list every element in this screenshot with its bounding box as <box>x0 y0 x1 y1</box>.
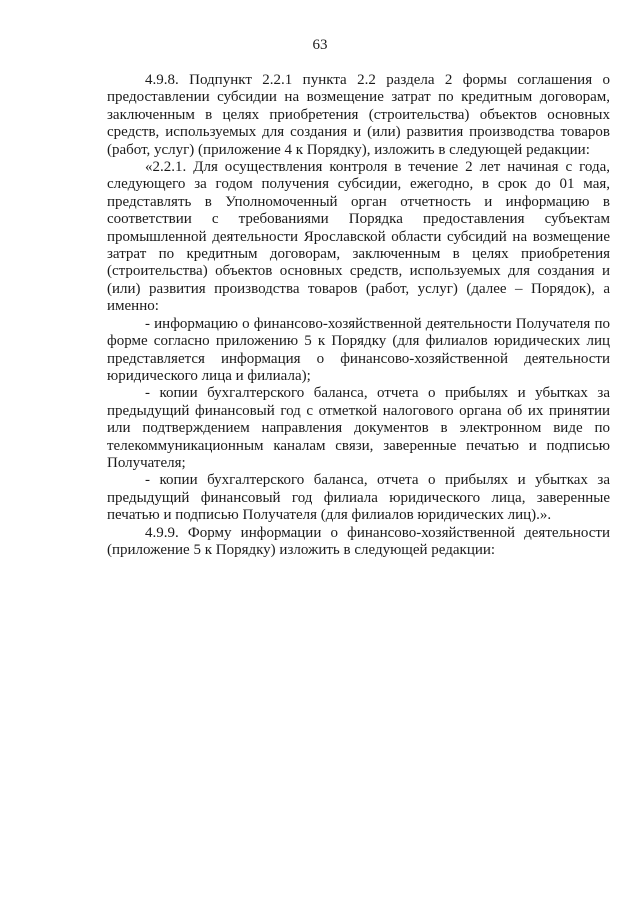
document-body <box>107 72 610 559</box>
paragraph-4-9-8: 4.9.8. Подпункт 2.2.1 пункта 2.2 раздела 2 формы соглашения о предоставлении субсидии на возмещение затрат по кредитным договорам, заключенным в целях приобретения (строительства) объектов основных средств, используемых для создания и (или) развития производства товаров (работ, услуг) (приложение 4 к Порядку), изложить в следующей редакции: <box>107 72 610 158</box>
list-item-balance-copies: - копии бухгалтерского баланса, отчета о прибылях и убытках за предыдущий финансовый год с отметкой налогового органа об их принятии или подтверждением направления документов в электронном виде по телекоммуникационным каналам связи, заверенные печатью и подписью Получателя; <box>107 385 610 471</box>
paragraph-4-9-9: 4.9.9. Форму информации о финансово-хозяйственной деятельности (приложение 5 к Порядку) изложить в следующей редакции: <box>107 524 610 558</box>
list-item-financial-info: - информацию о финансово-хозяйственной деятельности Получателя по форме согласно приложению 5 к Порядку (для филиалов юридических лиц представляется информация о финансово-хозяйственной деятельности юридического лица и филиала); <box>107 315 610 384</box>
paragraph-2-2-1: «2.2.1. Для осуществления контроля в течение 2 лет начиная с года, следующего за годом получения субсидии, ежегодно, в срок до 01 мая, представлять в Уполномоченный орган отчетность и информацию в соответствии с требованиями Порядка предоставления субъектам промышленной деятельности Ярославской области субсидий на возмещение затрат по кредитным договорам, заключенным в целях приобретения (строительства) объектов основных средств, используемых для создания и (или) развития производства товаров (работ, услуг) (далее – Порядок), а именно: <box>107 159 610 315</box>
list-item-branch-balance-copies: - копии бухгалтерского баланса, отчета о прибылях и убытках за предыдущий финансовый год филиала юридического лица, заверенные печатью и подписью Получателя (для филиалов юридических лиц).». <box>107 472 610 524</box>
page-number: 63 <box>312 37 328 53</box>
